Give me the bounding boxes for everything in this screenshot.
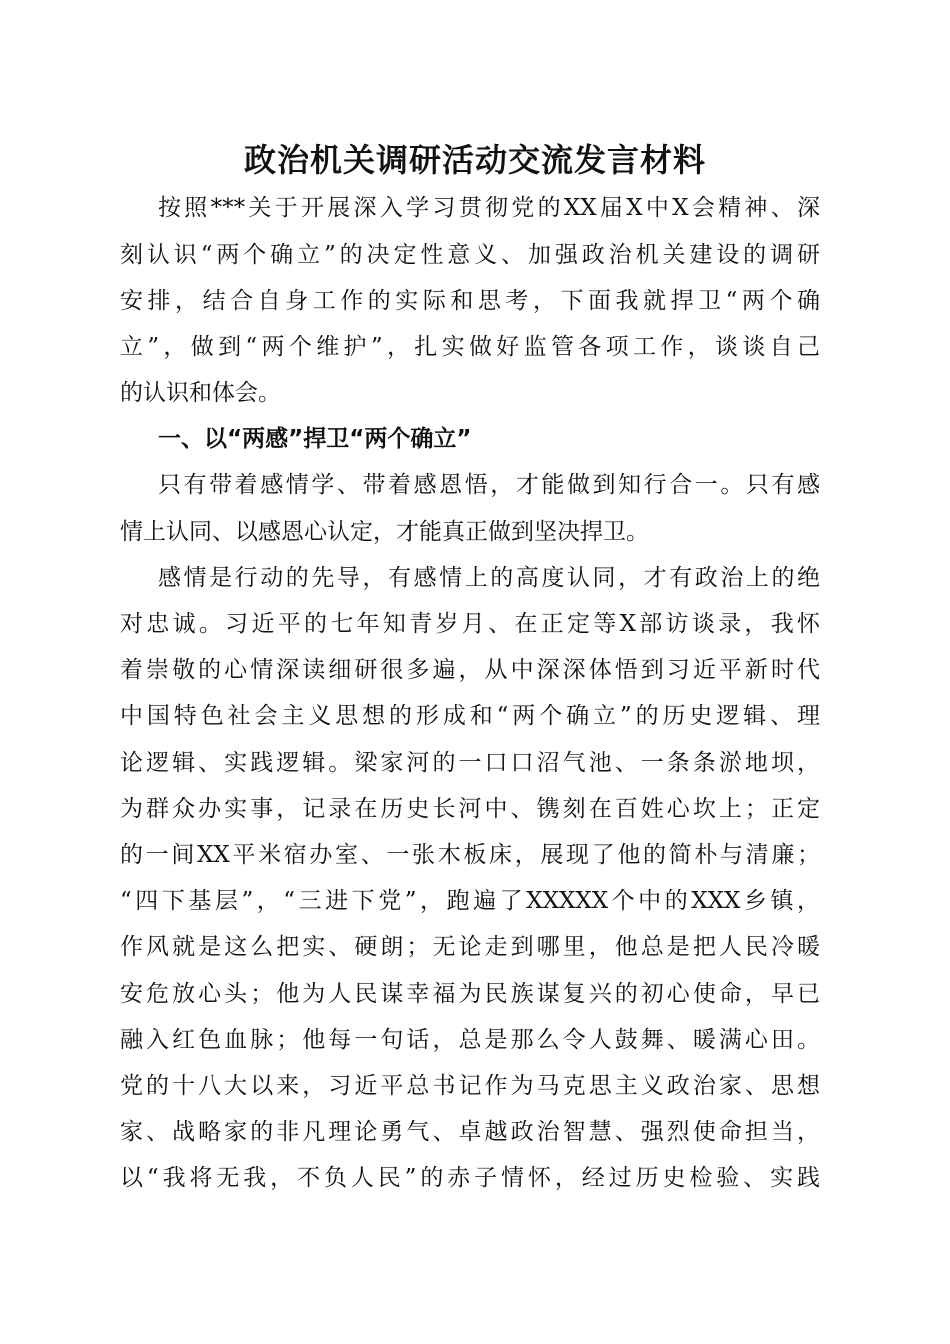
para2-line-3: 着崇敬的心情深读细研很多遍，从中深深体悟到习近平新时代 (120, 657, 820, 683)
para2-line-4: 中国特色社会主义思想的形成和“两个确立”的历史逻辑、理 (120, 703, 820, 729)
para2-line-5: 论逻辑、实践逻辑。梁家河的一口口沼气池、一条条淤地坝， (120, 750, 820, 776)
para2-line-11: 融入红色血脉；他每一句话，总是那么令人鼓舞、暖满心田。 (120, 1027, 820, 1053)
para2-line-2: 对忠诚。习近平的七年知青岁月、在正定等X部访谈录，我怀 (120, 611, 820, 637)
para2-line-6: 为群众办实事，记录在历史长河中、镌刻在百姓心坎上；正定 (120, 796, 820, 822)
para1-line-1: 只有带着感情学、带着感恩悟，才能做到知行合一。只有感 (158, 472, 820, 498)
para2-line-10: 安危放心头；他为人民谋幸福为民族谋复兴的初心使命，早已 (120, 981, 820, 1007)
para2-line-7: 的一间XX平米宿办室、一张木板床，展现了他的简朴与清廉； (120, 842, 820, 868)
intro-line-1: 按照***关于开展深入学习贯彻党的XX届X中X会精神、深 (158, 195, 820, 221)
section-1-heading: 一、以“两感”捍卫“两个确立” (158, 426, 472, 452)
para1-line-2: 情上认同、以感恩心认定，才能真正做到坚决捍卫。 (120, 519, 649, 545)
intro-line-4: 立”，做到“两个维护”，扎实做好监管各项工作，谈谈自己 (120, 334, 820, 360)
para2-line-1: 感情是行动的先导，有感情上的高度认同，才有政治上的绝 (158, 565, 820, 591)
para2-line-9: 作风就是这么把实、硬朗；无论走到哪里，他总是把人民冷暖 (120, 934, 820, 960)
para2-line-13: 家、战略家的非凡理论勇气、卓越政治智慧、强烈使命担当， (120, 1119, 820, 1145)
para2-line-12: 党的十八大以来，习近平总书记作为马克思主义政治家、思想 (120, 1073, 820, 1099)
para2-line-8: “四下基层”，“三进下党”，跑遍了XXXXX个中的XXX乡镇， (120, 888, 820, 914)
para2-line-14: 以“我将无我，不负人民”的赤子情怀，经过历史检验、实践 (120, 1165, 820, 1191)
intro-line-5: 的认识和体会。 (120, 380, 281, 406)
document-title: 政治机关调研活动交流发言材料 (243, 141, 706, 179)
intro-line-2: 刻认识“两个确立”的决定性意义、加强政治机关建设的调研 (120, 242, 820, 268)
intro-line-3: 安排，结合自身工作的实际和思考，下面我就捍卫“两个确 (120, 288, 820, 314)
